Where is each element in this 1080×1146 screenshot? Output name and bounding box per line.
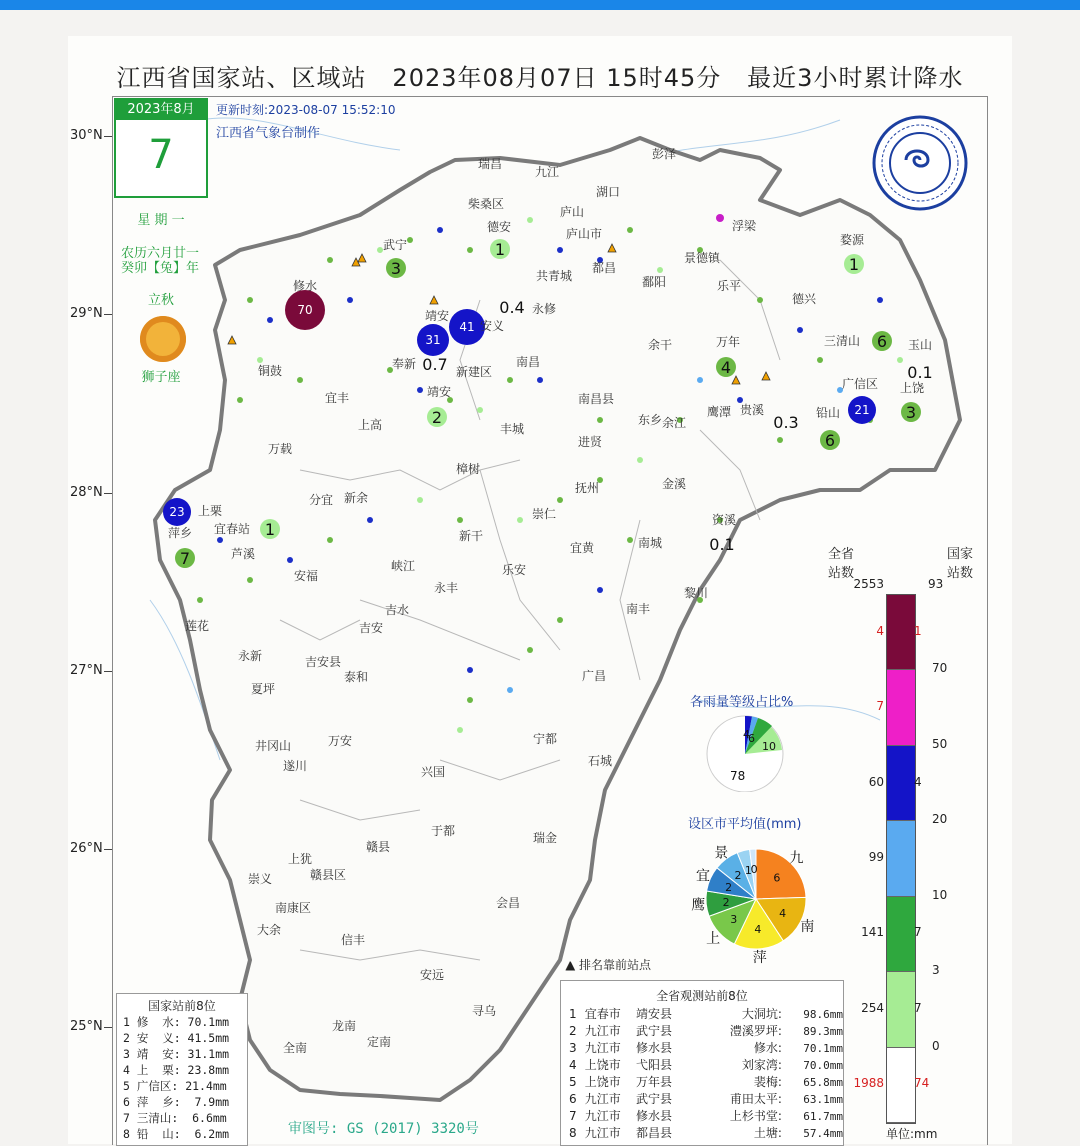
- province-top8-county: 万年县: [636, 1075, 673, 1089]
- scale-count-right: 7: [914, 925, 922, 940]
- ranking-note: ▲ 排名靠前站点: [566, 958, 652, 972]
- city-label: 进贤: [578, 435, 603, 449]
- city-label: 南昌县: [578, 392, 615, 406]
- pie1-label: 78: [730, 769, 746, 783]
- province-top8-value: 98.6mm: [803, 1008, 843, 1021]
- city-label: 三清山: [824, 334, 861, 348]
- city-label: 万安: [328, 734, 353, 748]
- scale-level-label: 70: [932, 661, 948, 676]
- big-circle-label: 70: [297, 303, 313, 317]
- province-top8-city: 九江市: [584, 1126, 621, 1140]
- big-circle-label: 21: [854, 403, 870, 417]
- pie2-city-label: 宜: [695, 868, 710, 885]
- city-label: 德安: [487, 220, 512, 234]
- scale-level-label: 10: [932, 887, 948, 902]
- scale-segment: [887, 897, 915, 972]
- national-top8-panel: [116, 993, 248, 1146]
- national-top8-row: 7 三清山: 6.6mm: [123, 1111, 227, 1125]
- city-label: 石城: [588, 754, 613, 768]
- weekday-text: 星 期 一: [137, 213, 185, 228]
- city-label: 奉新: [392, 357, 417, 371]
- city-label: 景德镇: [684, 251, 721, 265]
- province-top8-panel: [560, 980, 844, 1146]
- city-label: 大余: [257, 923, 282, 937]
- city-label: 万载: [268, 442, 293, 456]
- calendar-month: 2023年8月: [116, 100, 206, 120]
- pie2-value-label: 4: [779, 906, 787, 920]
- province-top8-value: 70.0mm: [803, 1059, 843, 1072]
- pie2-city-label: 景: [714, 845, 729, 862]
- pie1-label: 6: [748, 732, 755, 745]
- province-top8-city: 九江市: [584, 1109, 621, 1123]
- scale-head-left: 全省 站数: [827, 547, 854, 581]
- value-badge: 6: [876, 332, 888, 351]
- scale-count-right: 1: [914, 623, 922, 638]
- value-badge: 2: [431, 408, 443, 427]
- lat-label-25: 25°N: [70, 1019, 103, 1034]
- city-label: 芦溪: [231, 547, 256, 561]
- value-badge: 4: [720, 358, 732, 377]
- city-label: 乐安: [502, 563, 527, 577]
- scale-count-right: 74: [914, 1076, 930, 1091]
- city-label: 全南: [283, 1041, 308, 1055]
- province-top8-county: 武宁县: [636, 1092, 673, 1106]
- city-label: 安义: [480, 319, 505, 333]
- city-label: 南康区: [275, 901, 312, 915]
- pie2-value-label: 1: [744, 863, 752, 877]
- city-label: 浮梁: [732, 219, 757, 233]
- province-top8-value: 61.7mm: [803, 1110, 843, 1123]
- city-label: 彭泽: [652, 147, 677, 161]
- city-label: 铜鼓: [258, 364, 283, 378]
- province-top8-rank: 4: [569, 1058, 577, 1072]
- scale-segment: [887, 670, 915, 745]
- city-label: 崇义: [248, 872, 273, 886]
- pie2-city-label: 九: [789, 850, 804, 867]
- value-badge: 3: [390, 259, 402, 278]
- city-label: 庐山: [560, 205, 585, 219]
- value-badge: 1: [494, 240, 506, 259]
- province-top8-city: 九江市: [584, 1092, 621, 1106]
- city-label: 信丰: [341, 933, 366, 947]
- city-label: 井冈山: [255, 739, 292, 753]
- province-top8-row: [561, 1040, 843, 1057]
- province-top8-county: 修水县: [636, 1109, 673, 1123]
- scale-total-left: 2553: [853, 577, 884, 591]
- city-label: 寻乌: [472, 1004, 497, 1018]
- province-top8-row: [561, 1074, 843, 1091]
- value-badge: 0.1: [709, 535, 735, 554]
- national-top8-row: 5 广信区: 21.4mm: [123, 1079, 227, 1093]
- pie2-city-label: 萍: [752, 949, 767, 964]
- city-label: 瑞昌: [478, 157, 503, 171]
- national-top8-row: 6 萍 乡: 7.9mm: [123, 1095, 230, 1109]
- scale-level-label: 0: [932, 1038, 940, 1053]
- pie2-value-label: 6: [773, 871, 781, 885]
- city-label: 兴国: [421, 765, 446, 779]
- big-circle-label: 31: [425, 333, 441, 347]
- pie1-title: 各雨量等级占比%: [690, 695, 794, 710]
- solar-term: 立秋: [147, 293, 174, 308]
- city-label: 萍乡: [168, 526, 193, 540]
- city-label: 乐平: [717, 279, 742, 293]
- national-top8-row: 2 安 义: 41.5mm: [123, 1031, 230, 1045]
- scale-count-left: 4: [876, 623, 884, 638]
- province-top8-rank: 8: [569, 1126, 577, 1140]
- city-label: 武宁: [383, 238, 408, 252]
- city-label: 南城: [638, 536, 663, 550]
- city-label: 上饶: [900, 381, 925, 395]
- lion-icon: [140, 316, 186, 362]
- province-top8-rank: 2: [569, 1024, 577, 1038]
- province-top8-city: 上饶市: [584, 1075, 621, 1089]
- national-top8-header: 国家站前8位: [148, 999, 216, 1013]
- city-label: 都昌: [592, 261, 617, 275]
- city-label: 永丰: [434, 581, 459, 595]
- province-top8-rank: 6: [569, 1092, 577, 1106]
- city-label: 湖口: [596, 185, 621, 199]
- city-label: 庐山市: [566, 227, 603, 241]
- province-top8-row: [561, 1108, 843, 1125]
- scale-count-right: 7: [914, 1000, 922, 1015]
- city-label: 于都: [431, 824, 456, 838]
- city-label: 九江: [535, 165, 560, 179]
- city-label: 夏坪: [251, 682, 276, 696]
- province-top8-value: 65.8mm: [803, 1076, 843, 1089]
- province-top8-row: [561, 1057, 843, 1074]
- city-label: 宜春站: [214, 522, 251, 536]
- maker-text: 江西省气象台制作: [216, 126, 321, 141]
- lunar-date: 农历六月廿一: [120, 246, 199, 261]
- scale-head-right: 国家 站数: [946, 547, 973, 581]
- province-top8-county: 都昌县: [636, 1126, 673, 1140]
- city-label: 分宜: [309, 493, 334, 507]
- city-label: 靖安: [425, 309, 450, 323]
- province-top8-value: 89.3mm: [803, 1025, 843, 1038]
- province-top8-value: 57.4mm: [803, 1127, 843, 1140]
- lunar-year: 癸卯【兔】年: [120, 261, 199, 276]
- city-label: 铅山: [816, 406, 841, 420]
- province-top8-county: 弋阳县: [636, 1058, 673, 1072]
- color-scale-bar: [886, 594, 916, 1124]
- province-top8-rank: 5: [569, 1075, 577, 1089]
- pie2-value-label: 2: [734, 868, 742, 882]
- pie2-value-label: 4: [754, 922, 762, 936]
- pie2-value-label: 2: [725, 880, 733, 894]
- city-label: 吉安: [359, 621, 384, 635]
- value-badge: 1: [264, 520, 276, 539]
- value-badge: 6: [824, 431, 836, 450]
- lat-label-26: 26°N: [70, 841, 103, 856]
- city-label: 峡江: [391, 559, 416, 573]
- city-label: 靖安: [427, 385, 452, 399]
- pie2-city-label: 南: [800, 918, 815, 935]
- province-top8-station: 土塘:: [753, 1126, 782, 1140]
- scale-count-left: 1988: [853, 1076, 884, 1091]
- value-badge: 3: [905, 403, 917, 422]
- city-label: 吉安县: [305, 655, 342, 669]
- pie2-value-label: 0: [750, 863, 758, 877]
- scale-level-label: 20: [932, 812, 948, 827]
- city-label: 安远: [420, 968, 445, 982]
- province-top8-value: 63.1mm: [803, 1093, 843, 1106]
- pie2-city-label: 鹰: [691, 897, 706, 914]
- city-label: 东乡: [638, 413, 663, 427]
- pie2-city-label: 上: [706, 930, 721, 947]
- city-label: 余干: [648, 338, 673, 352]
- city-label: 泰和: [344, 670, 369, 684]
- province-top8-rank: 3: [569, 1041, 577, 1055]
- value-badge: 0.3: [773, 413, 799, 432]
- national-top8-row: 1 修 水: 70.1mm: [123, 1015, 230, 1029]
- update-time: 更新时刻:2023-08-07 15:52:10: [216, 103, 396, 117]
- province-top8-row: [561, 1091, 843, 1108]
- province-top8-city: 上饶市: [584, 1058, 621, 1072]
- province-top8-station: 刘家湾:: [741, 1058, 782, 1072]
- city-label: 龙南: [332, 1019, 357, 1033]
- city-label: 德兴: [792, 292, 817, 306]
- city-label: 婺源: [840, 233, 865, 247]
- pie2-value-label: 3: [730, 913, 738, 927]
- province-top8-station: 上杉书堂:: [729, 1109, 782, 1123]
- city-label: 柴桑区: [468, 197, 505, 211]
- page-title: 江西省国家站、区域站 2023年08月07日 15时45分 最近3小时累计降水: [116, 64, 964, 92]
- pie1-label: 4: [743, 728, 750, 741]
- city-label: 定南: [367, 1035, 392, 1049]
- city-label: 上栗: [198, 504, 223, 518]
- scale-count-right: 4: [914, 774, 922, 789]
- city-label: 会昌: [496, 896, 521, 910]
- province-top8-city: 宜春市: [584, 1007, 621, 1021]
- city-label: 丰城: [500, 422, 525, 436]
- city-label: 共青城: [536, 269, 573, 283]
- scale-level-label: 3: [932, 963, 940, 978]
- province-top8-city: 九江市: [584, 1041, 621, 1055]
- pie2-value-label: 2: [722, 895, 730, 909]
- city-label: 宁都: [533, 732, 558, 746]
- city-label: 崇仁: [532, 507, 557, 521]
- lat-label-29: 29°N: [70, 306, 103, 321]
- scale-count-left: 254: [861, 1000, 884, 1015]
- city-label: 上高: [358, 418, 383, 432]
- lat-label-27: 27°N: [70, 663, 103, 678]
- scale-segment: [887, 595, 915, 670]
- province-top8-county: 武宁县: [636, 1024, 673, 1038]
- big-circle-label: 41: [459, 320, 475, 334]
- city-label: 鹰潭: [707, 405, 732, 419]
- zodiac-text: 狮子座: [141, 370, 181, 385]
- province-top8-rank: 7: [569, 1109, 577, 1123]
- scale-total-right: 93: [928, 577, 944, 591]
- map-review-number: 审图号: GS (2017) 3320号: [288, 1121, 479, 1137]
- city-label: 瑞金: [533, 831, 558, 845]
- city-label: 黎川: [684, 586, 709, 600]
- city-label: 抚州: [575, 481, 600, 495]
- province-top8-station: 澧溪罗坪:: [729, 1024, 782, 1038]
- city-label: 樟树: [456, 462, 481, 476]
- scale-count-left: 60: [868, 774, 884, 789]
- city-label: 上犹: [288, 852, 313, 866]
- pie1-chart: [700, 712, 790, 792]
- city-label: 资溪: [712, 513, 737, 527]
- lat-label-30: 30°N: [70, 128, 103, 143]
- pie1-label: 10: [762, 740, 776, 753]
- city-label: 新余: [344, 491, 369, 505]
- city-label: 新建区: [456, 365, 493, 379]
- city-label: 遂川: [283, 759, 308, 773]
- national-top8-row: 4 上 栗: 23.8mm: [123, 1063, 230, 1077]
- province-top8-row: [561, 1023, 843, 1040]
- pie2-title: 设区市平均值(mm): [688, 817, 802, 832]
- value-badge: 0.1: [907, 363, 933, 382]
- meteorology-logo: [874, 117, 966, 209]
- province-top8-header: 全省观测站前8位: [656, 989, 748, 1003]
- city-label: 南丰: [626, 602, 651, 616]
- calendar-day: 7: [148, 132, 174, 178]
- scale-count-left: 99: [868, 850, 884, 864]
- city-label: 永修: [532, 302, 557, 316]
- city-label: 余江: [662, 416, 687, 430]
- city-label: 修水: [293, 279, 318, 293]
- province-top8-value: 70.1mm: [803, 1042, 843, 1055]
- value-badge: 0.7: [422, 355, 448, 374]
- city-label: 广信区: [842, 377, 879, 391]
- national-top8-row: 3 靖 安: 31.1mm: [123, 1047, 230, 1061]
- province-top8-row: [561, 1006, 843, 1023]
- scale-segment: [887, 821, 915, 896]
- city-label: 鄱阳: [642, 275, 667, 289]
- province-top8-station: 修水:: [753, 1041, 782, 1055]
- city-label: 安福: [294, 569, 319, 583]
- date-calendar: [114, 98, 208, 198]
- value-badge: 0.4: [499, 298, 525, 317]
- big-circle-label: 23: [169, 505, 185, 519]
- scale-segment: [887, 746, 915, 821]
- province-top8-county: 修水县: [636, 1041, 673, 1055]
- value-badge: 1: [848, 255, 860, 274]
- city-label: 南昌: [516, 355, 541, 369]
- scale-segment: [887, 1048, 915, 1123]
- scale-count-left: 7: [876, 699, 884, 714]
- scale-level-label: 50: [932, 736, 948, 751]
- value-badge: 7: [179, 549, 191, 568]
- city-label: 玉山: [908, 338, 933, 352]
- lat-label-28: 28°N: [70, 485, 103, 500]
- city-label: 广昌: [582, 669, 607, 683]
- pie2-chart: [676, 834, 816, 964]
- city-label: 宜丰: [325, 391, 350, 405]
- province-top8-county: 靖安县: [636, 1007, 673, 1021]
- city-label: 赣县: [366, 840, 391, 854]
- province-top8-station: 甫田太平:: [729, 1092, 782, 1106]
- scale-segment: [887, 972, 915, 1047]
- province-top8-station: 裴梅:: [753, 1075, 782, 1089]
- city-label: 贵溪: [740, 403, 765, 417]
- city-label: 万年: [716, 335, 741, 349]
- city-label: 赣县区: [310, 868, 347, 882]
- province-top8-rank: 1: [569, 1007, 577, 1021]
- city-label: 宜黄: [570, 541, 595, 555]
- city-label: 永新: [238, 649, 263, 663]
- province-top8-station: 大洞坑:: [741, 1007, 782, 1021]
- national-top8-row: 8 铅 山: 6.2mm: [123, 1127, 230, 1141]
- scale-count-left: 141: [861, 925, 884, 940]
- city-label: 金溪: [662, 477, 687, 491]
- unit-label: 单位:mm: [886, 1127, 938, 1141]
- city-label: 吉水: [385, 603, 410, 617]
- city-label: 新干: [459, 529, 484, 543]
- province-top8-city: 九江市: [584, 1024, 621, 1038]
- city-label: 莲花: [185, 619, 210, 633]
- province-top8-row: [561, 1125, 843, 1142]
